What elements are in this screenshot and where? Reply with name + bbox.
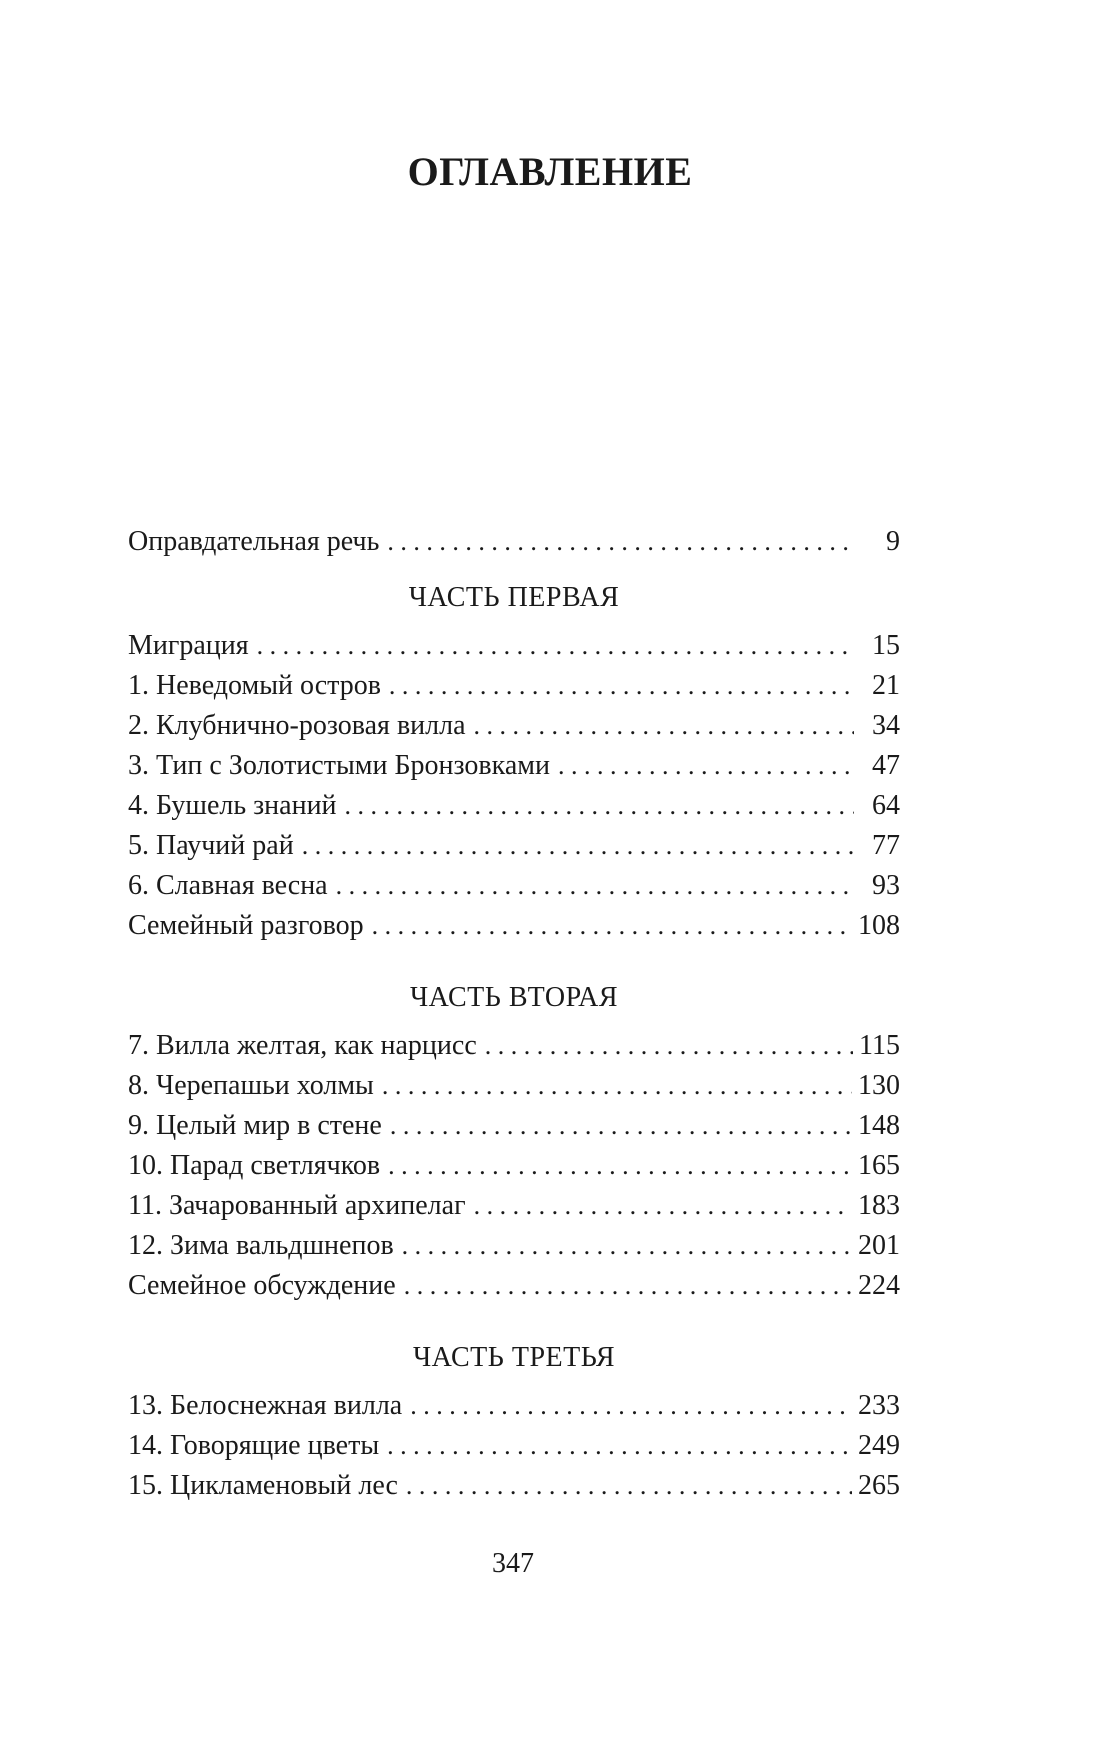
toc-entry-page: 224	[858, 1270, 900, 1301]
toc-entry[interactable]	[128, 1466, 900, 1506]
toc-entry[interactable]	[128, 1266, 900, 1306]
dot-leader	[336, 866, 854, 906]
toc-entry-title: 1. Неведомый остров	[128, 670, 381, 701]
toc-entry-title: Семейное обсуждение	[128, 1270, 396, 1301]
toc-entry-title: Миграция	[128, 630, 249, 661]
dot-leader	[382, 1066, 852, 1106]
toc-entry-intro[interactable]	[128, 522, 900, 562]
toc-entry-page: 265	[858, 1470, 900, 1501]
toc-entry-title: 10. Парад светлячков	[128, 1150, 381, 1181]
toc-entry-page: 233	[858, 1390, 900, 1421]
toc-entry-page: 115	[859, 1030, 900, 1061]
dot-leader	[389, 666, 854, 706]
toc-entry-title: 8. Черепашьи холмы	[128, 1070, 374, 1101]
toc-entry-page: 47	[872, 750, 900, 781]
toc-entry[interactable]	[128, 826, 900, 866]
toc-entry[interactable]	[128, 746, 900, 786]
toc-entry[interactable]	[128, 786, 900, 826]
part-heading-1: ЧАСТЬ ПЕРВАЯ	[408, 582, 620, 613]
toc-entry-page: 34	[872, 710, 900, 741]
toc-entry-title: 6. Славная весна	[128, 870, 328, 901]
toc-entry-title: Семейный разговор	[128, 910, 364, 941]
dot-leader	[387, 1426, 852, 1466]
toc-entry-page: 15	[872, 630, 900, 661]
toc-entry-title: 4. Бушель знаний	[128, 790, 337, 821]
toc-entry-page: 165	[858, 1150, 900, 1181]
dot-leader	[387, 522, 854, 562]
toc-entry-title: 5. Паучий рай	[128, 830, 294, 861]
page-number: 347	[492, 1548, 534, 1579]
dot-leader	[257, 626, 854, 666]
dot-leader	[390, 1106, 852, 1146]
toc-entry[interactable]	[128, 1146, 900, 1186]
toc-entry[interactable]	[128, 706, 900, 746]
dot-leader	[474, 1186, 852, 1226]
dot-leader	[345, 786, 854, 826]
part-heading-2: ЧАСТЬ ВТОРАЯ	[409, 982, 619, 1013]
toc-entry-title: 2. Клубнично-розовая вилла	[128, 710, 466, 741]
toc-entry-page: 21	[872, 670, 900, 701]
toc-entry[interactable]	[128, 626, 900, 666]
toc-entry-title: Оправдательная речь	[128, 526, 380, 557]
toc-entry[interactable]	[128, 666, 900, 706]
toc-entry[interactable]	[128, 1186, 900, 1226]
toc-entry-page: 64	[872, 790, 900, 821]
dot-leader	[404, 1266, 852, 1306]
toc-entry-title: 13. Белоснежная вилла	[128, 1390, 403, 1421]
toc-entry[interactable]	[128, 866, 900, 906]
toc-entry[interactable]	[128, 906, 900, 946]
toc-entry-page: 148	[858, 1110, 900, 1141]
dot-leader	[402, 1226, 852, 1266]
toc-entry[interactable]	[128, 1106, 900, 1146]
toc-entry-page: 77	[872, 830, 900, 861]
toc-entry-title: 11. Зачарованный архипелаг	[128, 1190, 466, 1221]
toc-entry-title: 9. Целый мир в стене	[128, 1110, 382, 1141]
dot-leader	[388, 1146, 852, 1186]
toc-entry-page: 201	[858, 1230, 900, 1261]
toc-entry-page: 93	[872, 870, 900, 901]
toc-entry-title: 3. Тип с Золотистыми Бронзовками	[128, 750, 550, 781]
part-heading-3: ЧАСТЬ ТРЕТЬЯ	[412, 1342, 616, 1373]
toc-entry-page: 108	[858, 910, 900, 941]
dot-leader	[302, 826, 854, 866]
toc-entry-page: 9	[886, 526, 900, 557]
page-title: ОГЛАВЛЕНИЕ	[407, 149, 693, 194]
toc-entry[interactable]	[128, 1386, 900, 1426]
dot-leader	[485, 1026, 853, 1066]
dot-leader	[558, 746, 854, 786]
toc-entry-title: 14. Говорящие цветы	[128, 1430, 380, 1461]
dot-leader	[410, 1386, 852, 1426]
dot-leader	[372, 906, 852, 946]
table-of-contents	[128, 522, 900, 1506]
toc-entry-page: 249	[858, 1430, 900, 1461]
toc-entry[interactable]	[128, 1426, 900, 1466]
toc-entry[interactable]	[128, 1026, 900, 1066]
toc-entry-title: 12. Зима вальдшнепов	[128, 1230, 394, 1261]
dot-leader	[474, 706, 854, 746]
dot-leader	[406, 1466, 852, 1506]
toc-entry[interactable]	[128, 1066, 900, 1106]
toc-entry-page: 130	[858, 1070, 900, 1101]
toc-entry-title: 15. Цикламеновый лес	[128, 1470, 398, 1501]
toc-entry-page: 183	[858, 1190, 900, 1221]
toc-entry-title: 7. Вилла желтая, как нарцисс	[128, 1030, 477, 1061]
toc-entry[interactable]	[128, 1226, 900, 1266]
